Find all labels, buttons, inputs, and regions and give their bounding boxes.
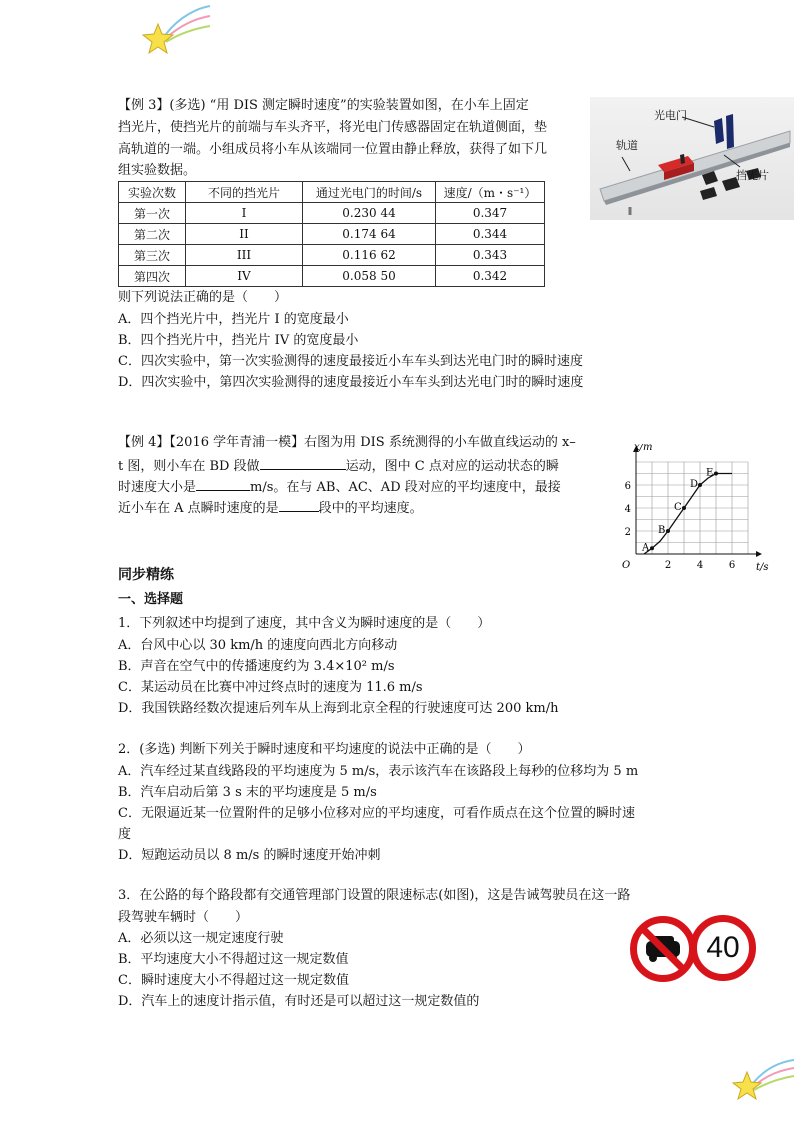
- y-axis-label: x/m: [634, 444, 653, 453]
- ex4-line-3-b: m/s。在与 AB、AC、AD 段对应的平均速度中，最接: [250, 480, 561, 495]
- table-cell: 第二次: [119, 224, 186, 245]
- table-cell: I: [186, 203, 303, 224]
- star-decoration-bottom: [730, 1052, 794, 1104]
- data-point-A: [650, 546, 654, 550]
- table-header-row: [119, 182, 545, 203]
- q1-option-a: A．台风中心以 30 km/h 的速度向西北方向移动: [118, 638, 398, 653]
- table-row: [119, 224, 545, 245]
- data-point-E: [714, 472, 718, 476]
- ex3-option-c: C．四次实验中，第一次实验测得的速度最接近小车车头到达光电门时的瞬时速度: [118, 354, 583, 369]
- answer-blank-segment[interactable]: [279, 497, 319, 512]
- table-cell: 0.342: [436, 266, 545, 287]
- q1-option-b: B．声音在空气中的传播速度约为 3.4×10² m/s: [118, 659, 395, 674]
- y-tick-label: 6: [624, 481, 631, 492]
- table-header: 不同的挡光片: [186, 182, 303, 203]
- star-decoration-top: [140, 2, 212, 58]
- ex3-line-4: 组实验数据。: [118, 163, 197, 178]
- q2-stem: 2．(多选) 判断下列关于瞬时速度和平均速度的说法中正确的是（ ）: [118, 742, 531, 757]
- section-title: 同步精练: [118, 567, 174, 583]
- xt-curve: [644, 474, 732, 555]
- label-photogate: 光电门: [654, 109, 687, 122]
- ex4-line-4-a: 近小车在 A 点瞬时速度的是: [118, 501, 279, 516]
- table-header: 通过光电门的时间/s: [303, 182, 436, 203]
- x-tick-label: 4: [696, 560, 704, 571]
- point-label-D: D: [690, 479, 699, 490]
- table-row: [119, 266, 545, 287]
- experiment-photo: [590, 97, 794, 220]
- ex4-line-4-b: 段中的平均速度。: [318, 501, 423, 516]
- no-parking-sign: [630, 916, 696, 982]
- table-cell: 0.344: [436, 224, 545, 245]
- label-shading-plate: 挡光片: [736, 169, 769, 182]
- q2-option-a: A．汽车经过某直线路段的平均速度为 5 m/s，表示该汽车在该路段上每秒的位移均为 5 m: [118, 764, 639, 779]
- table-cell: 0.116 62: [303, 245, 436, 266]
- experiment-table: [118, 181, 545, 287]
- speed-limit-value: 40: [706, 931, 740, 964]
- ex4-line-3: [118, 476, 561, 498]
- ex3-question: 则下列说法正确的是（ ）: [118, 290, 288, 305]
- q1-stem: 1．下列叙述中均提到了速度，其中含义为瞬时速度的是（ ）: [118, 616, 491, 631]
- answer-blank-motion[interactable]: [260, 455, 346, 470]
- xt-chart: [608, 444, 776, 578]
- q2-option-c: C．无限逼近某一位置附件的足够小位移对应的平均速度，可看作质点在这个位置的瞬时速: [118, 806, 635, 821]
- label-track: 轨道: [616, 139, 638, 152]
- ex3-line-1: 【例 3】(多选) “用 DIS 测定瞬时速度”的实验装置如图，在小车上固定: [118, 98, 529, 113]
- table-cell: 0.174 64: [303, 224, 436, 245]
- data-point-C: [682, 506, 686, 510]
- table-cell: 0.058 50: [303, 266, 436, 287]
- q2-option-d: D．短跑运动员以 8 m/s 的瞬时速度开始冲刺: [118, 848, 381, 863]
- ex4-line-2: [118, 455, 559, 477]
- table-cell: 0.343: [436, 245, 545, 266]
- ex3-line-2: 挡光片，使挡光片的前端与车头齐平，将光电门传感器固定在轨道侧面，垫: [118, 120, 548, 135]
- ex3-option-a: A．四个挡光片中，挡光片 I 的宽度最小: [118, 312, 349, 327]
- q3-stem-2: 段驾驶车辆时（ ）: [118, 910, 249, 925]
- ex3-option-d: D．四次实验中，第四次实验测得的速度最接近小车车头到达光电门时的瞬时速度: [118, 375, 584, 390]
- origin-label: O: [622, 560, 631, 571]
- table-cell: III: [186, 245, 303, 266]
- q3-option-c: C．瞬时速度大小不得超过这一规定数值: [118, 973, 349, 988]
- section-subtitle: 一、选择题: [118, 592, 184, 607]
- table-cell: IV: [186, 266, 303, 287]
- q2-option-b: B．汽车启动后第 3 s 末的平均速度是 5 m/s: [118, 785, 377, 800]
- table-cell: II: [186, 224, 303, 245]
- ex4-line-2-a: t 图，则小车在 BD 段做: [118, 459, 260, 474]
- ex4-line-3-a: 时速度大小是: [118, 480, 197, 495]
- point-label-C: C: [674, 502, 682, 513]
- table-cell: 第一次: [119, 203, 186, 224]
- q3-option-d: D．汽车上的速度计指示值，有时还是可以超过这一规定数值的: [118, 994, 480, 1009]
- answer-blank-velocity[interactable]: [196, 476, 250, 491]
- table-header: 实验次数: [119, 182, 186, 203]
- x-tick-label: 2: [664, 560, 672, 571]
- y-tick-label: 4: [624, 504, 631, 515]
- q3-stem-1: 3．在公路的每个路段都有交通管理部门设置的限速标志(如图)，这是告诫驾驶员在这一路: [118, 888, 631, 903]
- y-tick-label: 2: [624, 527, 631, 538]
- table-cell: 第四次: [119, 266, 186, 287]
- q1-option-c: C．某运动员在比赛中冲过终点时的速度为 11.6 m/s: [118, 680, 423, 695]
- ex4-line-1: 【例 4】【2016 学年青浦一模】右图为用 DIS 系统测得的小车做直线运动的 x–: [118, 435, 576, 450]
- x-axis-arrow: [756, 551, 762, 557]
- ex3-option-b: B．四个挡光片中，挡光片 IV 的宽度最小: [118, 333, 359, 348]
- x-axis-label: t/s: [756, 562, 769, 573]
- table-row: [119, 203, 545, 224]
- ex4-line-4: [118, 497, 423, 519]
- point-label-E: E: [706, 467, 714, 479]
- q1-option-d: D．我国铁路经数次提速后列车从上海到北京全程的行驶速度可达 200 km/h: [118, 701, 559, 716]
- table-row: [119, 245, 545, 266]
- point-label-B: B: [658, 525, 666, 536]
- ex4-line-2-b: 运动，图中 C 点对应的运动状态的瞬: [345, 459, 559, 474]
- table-header: 速度/（m・s⁻¹）: [436, 182, 545, 203]
- table-cell: 第三次: [119, 245, 186, 266]
- data-point-D: [698, 483, 702, 487]
- point-label-A: A: [642, 542, 650, 554]
- x-tick-label: 6: [728, 560, 736, 571]
- q2-option-c-cont: 度: [118, 827, 132, 842]
- q3-option-a: A．必须以这一规定速度行驶: [118, 931, 284, 946]
- ex3-line-3: 高轨道的一端。小组成员将小车从该端同一位置由静止释放，获得了如下几: [118, 142, 548, 157]
- table-cell: 0.230 44: [303, 203, 436, 224]
- table-cell: 0.347: [436, 203, 545, 224]
- speed-limit-sign: [690, 915, 756, 981]
- data-point-B: [666, 529, 670, 533]
- q3-option-b: B．平均速度大小不得超过这一规定数值: [118, 952, 349, 967]
